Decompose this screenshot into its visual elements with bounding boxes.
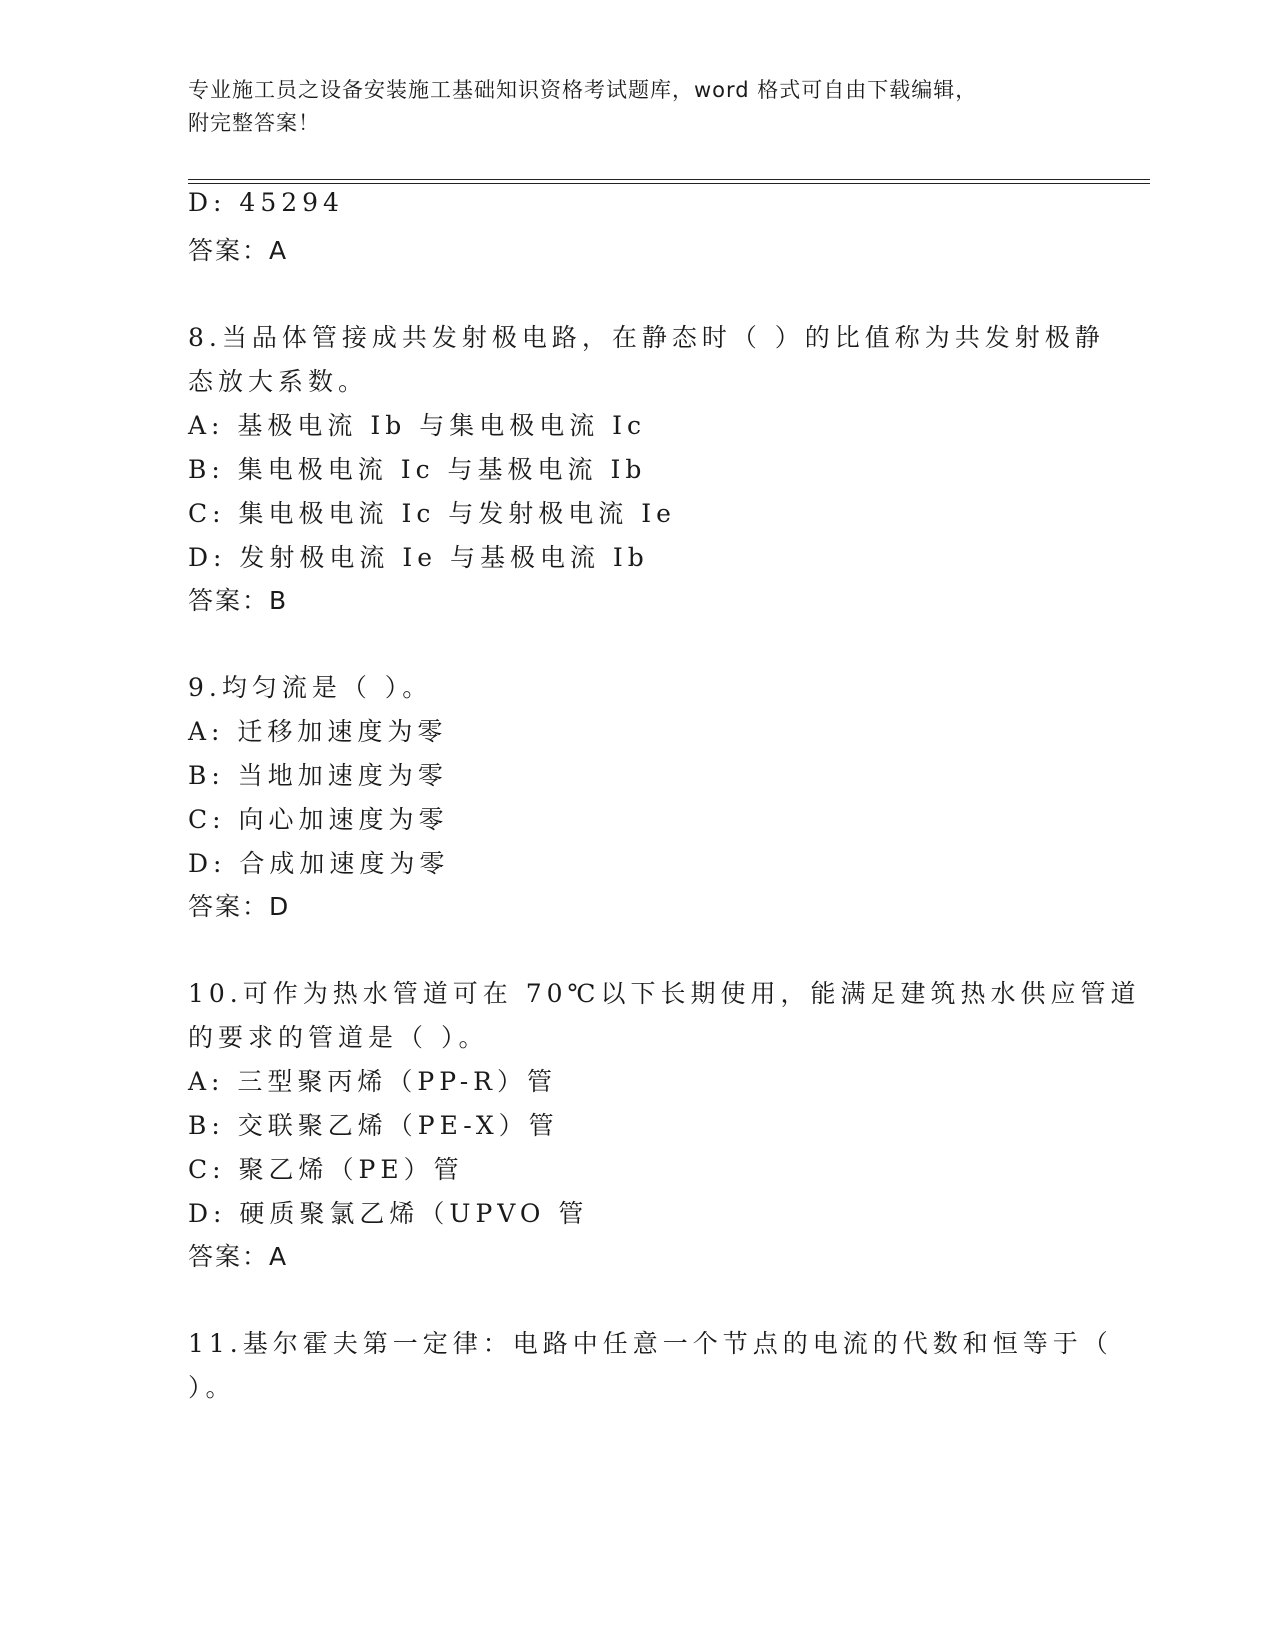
header-line-2: 附完整答案！ [188,111,320,135]
document-header [188,74,1088,140]
q9-option-a: A: 迁移加速度为零 [188,717,448,746]
q10-option-c: C: 聚乙烯（PE）管 [188,1155,464,1184]
q9-answer: 答案：D [188,892,291,921]
q8-option-a: A: 基极电流 Ib 与集电极电流 Ic [188,411,647,440]
prev-answer: 答案：A [188,236,289,265]
prev-option-d: D: 45294 [188,188,344,217]
q8-stem-line-1: 8.当品体管接成共发射极电路，在静态时（ ）的比值称为共发射极静 [188,323,1105,352]
q8-stem-line-2: 态放大系数。 [188,367,369,396]
q8-option-b: B: 集电极电流 Ic 与基极电流 Ib [188,455,647,484]
header-divider-top [188,179,1150,180]
q8-option-c: C: 集电极电流 Ic 与发射极电流 Ie [188,499,676,528]
q9-stem-line-1: 9.均匀流是（ ）。 [188,673,433,702]
q10-option-a: A: 三型聚丙烯（PP-R）管 [188,1067,557,1096]
q9-option-b: B: 当地加速度为零 [188,761,448,790]
q9-option-c: C: 向心加速度为零 [188,805,449,834]
q10-stem-line-2: 的要求的管道是（ ）。 [188,1023,489,1052]
q9-option-d: D: 合成加速度为零 [188,849,450,878]
q10-option-d: D: 硬质聚氯乙烯（UPVO 管 [188,1199,589,1228]
q11-stem-line-1: 11.基尔霍夫第一定律：电路中任意一个节点的电流的代数和恒等于（ [188,1329,1113,1358]
q8-answer: 答案：B [188,586,289,615]
header-line-1: 专业施工员之设备安装施工基础知识资格考试题库，word 格式可自由下载编辑， [188,78,978,102]
q11-stem-line-2: ）。 [188,1373,236,1402]
q10-answer: 答案：A [188,1242,289,1271]
q8-option-d: D: 发射极电流 Ie 与基极电流 Ib [188,543,649,572]
q10-stem-line-1: 10.可作为热水管道可在 70℃以下长期使用，能满足建筑热水供应管道 [188,979,1141,1008]
header-divider-bottom [188,183,1150,184]
q10-option-b: B: 交联聚乙烯（PE-X）管 [188,1111,559,1140]
